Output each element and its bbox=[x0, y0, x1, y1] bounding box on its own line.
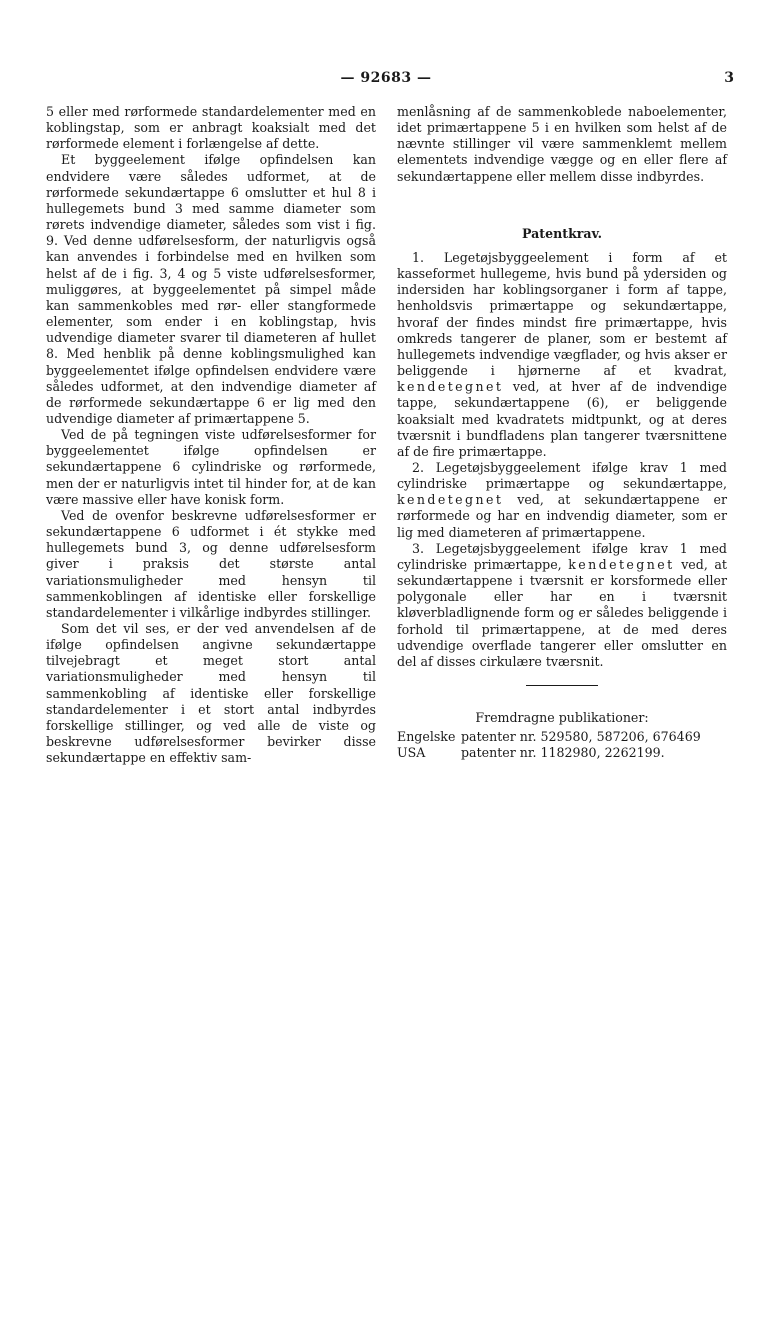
right-column bbox=[397, 104, 727, 761]
publication-country: Engelske bbox=[397, 729, 456, 745]
paragraph: menlåsning af de sammenkoblede naboelementer, idet primærtappene 5 i en hvilken som helst af de nævnte stillinger vil være sammenklemt mellem elementets indvendige vægge og en eller flere af sekundærtappene eller mellem disse indbyrdes. bbox=[397, 104, 727, 184]
section-title: Patentkrav. bbox=[521, 225, 603, 241]
paragraph: Ved de ovenfor beskrevne udførelsesformer er sekundærtappene 6 udformet i ét stykke med hullegemets bund 3, og denne udførelsesform giver i praksis det største antal variationsmuligheder med hensyn til sammenkoblingen af identiske eller forskellige standardelementer i vilkårlige indbyrdes stillinger. bbox=[46, 507, 376, 620]
divider-rule bbox=[526, 685, 598, 686]
publications-heading: Fremdragne publikationer: bbox=[475, 710, 649, 725]
claim-text: ved, at sekundærtappene i tværsnit er korsformede eller polygonale eller har en i tværsnit kløverbladlignende form og er således beliggende i forhold til primærtappene, at de med deres udvendige overflade tangerer eller omslutter en del af disses cirkulære tværsnit. bbox=[397, 556, 727, 669]
paragraph: Et byggeelement ifølge opfindelsen kan endvidere være således udformet, at de rørformede sekundærtappe 6 omslutter et hul 8 i hullegemets bund 3 med samme diameter som rørets indvendige diameter, således som vist i fig. 9. Ved denne udførelsesform, der naturligvis også kan anvendes i forbindelse med en hvilken som helst af de i fig. 3, 4 og 5 viste udførelsesformer, muliggøres, at byggeelementet på simpel måde kan sammenkobles med rør- eller stangformede elementer, som ender i en koblingstap, hvis udvendige diameter svarer til diameteren af hullet 8. Med henblik på denne koblingsmulighed kan byggeelementet ifølge opfindelsen endvidere være således udformet, at den indvendige diameter af de rørformede sekundærtappe 6 er lig med den udvendige diameter af primærtappene 5. bbox=[46, 152, 376, 426]
claim-text: 1. Legetøjsbyggeelement i form af et kasseformet hullegeme, hvis bund på ydersiden og indersiden har koblingsorganer i form af tappe, henholdsvis primærtappe og sekundærtappe, hvoraf der findes mindst fire primærtappe, hvis omkreds tangerer de planer, som er bestemt af hullegemets indvendige vægflader, og hvis akser er beliggende i hjørnerne af et kvadrat, bbox=[397, 249, 727, 379]
paragraph: 5 eller med rørformede standardelementer med en koblingstap, som er anbragt koaksialt med det rørformede element i forlængelse af dette. bbox=[46, 104, 376, 152]
claim-text: ved, at sekundærtappene er rørformede og har en indvendig diameter, som er lig med diameteren af primærtappene. bbox=[397, 492, 727, 540]
publication-row bbox=[397, 745, 727, 761]
left-column bbox=[46, 104, 376, 766]
publication-row bbox=[397, 729, 727, 745]
page-number: 3 bbox=[724, 70, 734, 86]
paragraph: Som det vil ses, er der ved anvendelsen af de ifølge opfindelsen angivne sekundærtappe tilvejebragt et meget stort antal variationsmuligheder med hensyn til sammenkobling af identiske eller forskellige standardelementer i et stort antal indbyrdes forskellige stillinger, og ved alle de viste og beskrevne udførelsesformer bevirker disse sekundærtappe en effektiv sam- bbox=[46, 621, 376, 766]
claim-text: 2. Legetøjsbyggeelement ifølge krav 1 med cylindriske primærtappe og sekundærtappe, bbox=[397, 459, 727, 492]
claim-keyword: kendetegnet bbox=[568, 556, 675, 572]
claim-text: 3. Legetøjsbyggeelement ifølge krav 1 med cylindriske primærtappe, bbox=[397, 540, 727, 572]
claim-1 bbox=[397, 250, 727, 460]
claim-text: ved, at hver af de indvendige tappe, sekundærtappene (6), er beliggende koaksialt med kvadratets midtpunkt, og at deres tværsnit i bundfladens plan tangerer tværsnittene af de fire primærtappe. bbox=[397, 379, 727, 459]
paragraph: Ved de på tegningen viste udførelsesformer for byggeelementet ifølge opfindelsen er sekundærtappene 6 cylindriske og rørformede, men der er naturligvis intet til hinder for, at de kan være massive eller have konisk form. bbox=[46, 427, 376, 507]
document-number: — 92683 — bbox=[340, 70, 432, 86]
claim-2 bbox=[397, 460, 727, 541]
publication-text: patenter nr. 529580, 587206, 676469 bbox=[461, 729, 701, 745]
claim-3 bbox=[397, 541, 727, 670]
publication-country: USA bbox=[397, 745, 426, 761]
claim-keyword: kendetegnet bbox=[397, 379, 504, 395]
publication-text: patenter nr. 1182980, 2262199. bbox=[461, 745, 665, 761]
claim-keyword: kendetegnet bbox=[397, 492, 504, 508]
